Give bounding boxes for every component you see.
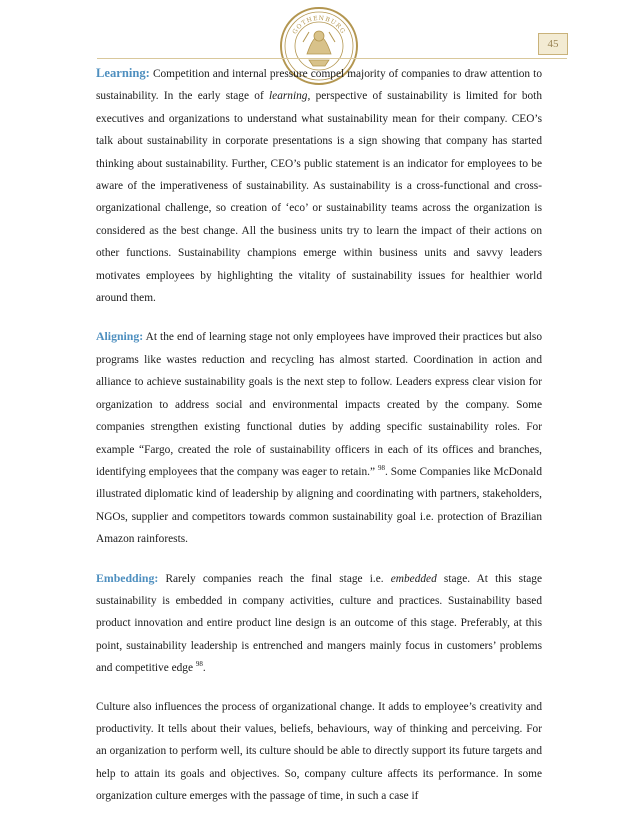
paragraph-embedding bbox=[96, 567, 542, 680]
paragraph-learning bbox=[96, 62, 542, 309]
embedding-text-b: stage. At this stage sustainability is embedded in company activities, culture and practices. Sustainability based product innovation and entire product line design is an outcome of this stage. Preferably, at this point, sustainability leadership is entrenched and mangers mainly focus in customers’ problems and competitive edge bbox=[96, 572, 542, 675]
page-number: 45 bbox=[538, 33, 568, 55]
paragraph-culture: Culture also influences the process of organizational change. It adds to employee’s creativity and productivity. It tells about their values, beliefs, behaviours, way of thinking and perceiving. For an organization to perform well, its culture should be able to directly support its future targets and help to attain its goals and objectives. So, company culture affects its performance. In some organization culture emerges with the passage of time, in such a case if bbox=[96, 700, 542, 803]
heading-aligning: Aligning: bbox=[96, 329, 144, 344]
aligning-text-b: . Some Companies like McDonald illustrated diplomatic kind of leadership by aligning and coordinating with partners, stakeholders, NGOs, supplier and competitors towards common sustainability goal i.e. protection of Brazilian Amazon rainforests. bbox=[96, 465, 542, 546]
embedding-text-c: . bbox=[202, 662, 206, 675]
learning-text-b: perspective of sustainability is limited for both executives and organizations to understand what sustainability mean for their company. CEO’s talk about sustainability in corporate presentations is a sign showing that company has started thinking about sustainability. Further, CEO’s public statement is an indicator for employees to be aware of the imperativeness of sustainability. As sustainability is a cross-functional and cross-organizational challenge, so creation of ‘eco’ or sustainability teams across the organization is considered as the best change. All the business units try to learn the impact of their actions on other functions. Sustainability champions emerge within business units and savvy leaders motivates employees by highlighting the vitality of sustainability issues for healthier world around them. bbox=[96, 90, 542, 305]
heading-learning: Learning: bbox=[96, 66, 150, 80]
footnote-ref: 98 bbox=[377, 463, 385, 472]
aligning-text-a: At the end of learning stage not only employees have improved their practices but also programs like wastes reduction and recycling has almost started. Coordination in action and alliance to achieve sustainability goals is the next step to follow. Leaders express clear vision for organization to address social and environmental impacts created by the company. Some companies strengthen existing functional duties by adding specific sustainability roles. For example “Fargo, created the role of sustainability officers in each of its offices and branches, identifying employees that the company was eager to retain.” bbox=[96, 331, 542, 478]
document-body bbox=[96, 62, 542, 824]
learning-text-a: Competition and internal pressure compel majority of companies to draw attention to sustainability. In the early stage of bbox=[96, 68, 542, 103]
embedding-text-a: Rarely companies reach the final stage i.e. bbox=[158, 572, 391, 585]
learning-emphasis: learning, bbox=[269, 90, 311, 103]
embedding-emphasis: embedded bbox=[390, 572, 437, 585]
heading-embedding: Embedding: bbox=[96, 570, 159, 585]
seal-text: GOTHENBURG bbox=[291, 14, 347, 36]
paragraph-aligning bbox=[96, 325, 542, 550]
footnote-ref: 98 bbox=[195, 660, 203, 669]
